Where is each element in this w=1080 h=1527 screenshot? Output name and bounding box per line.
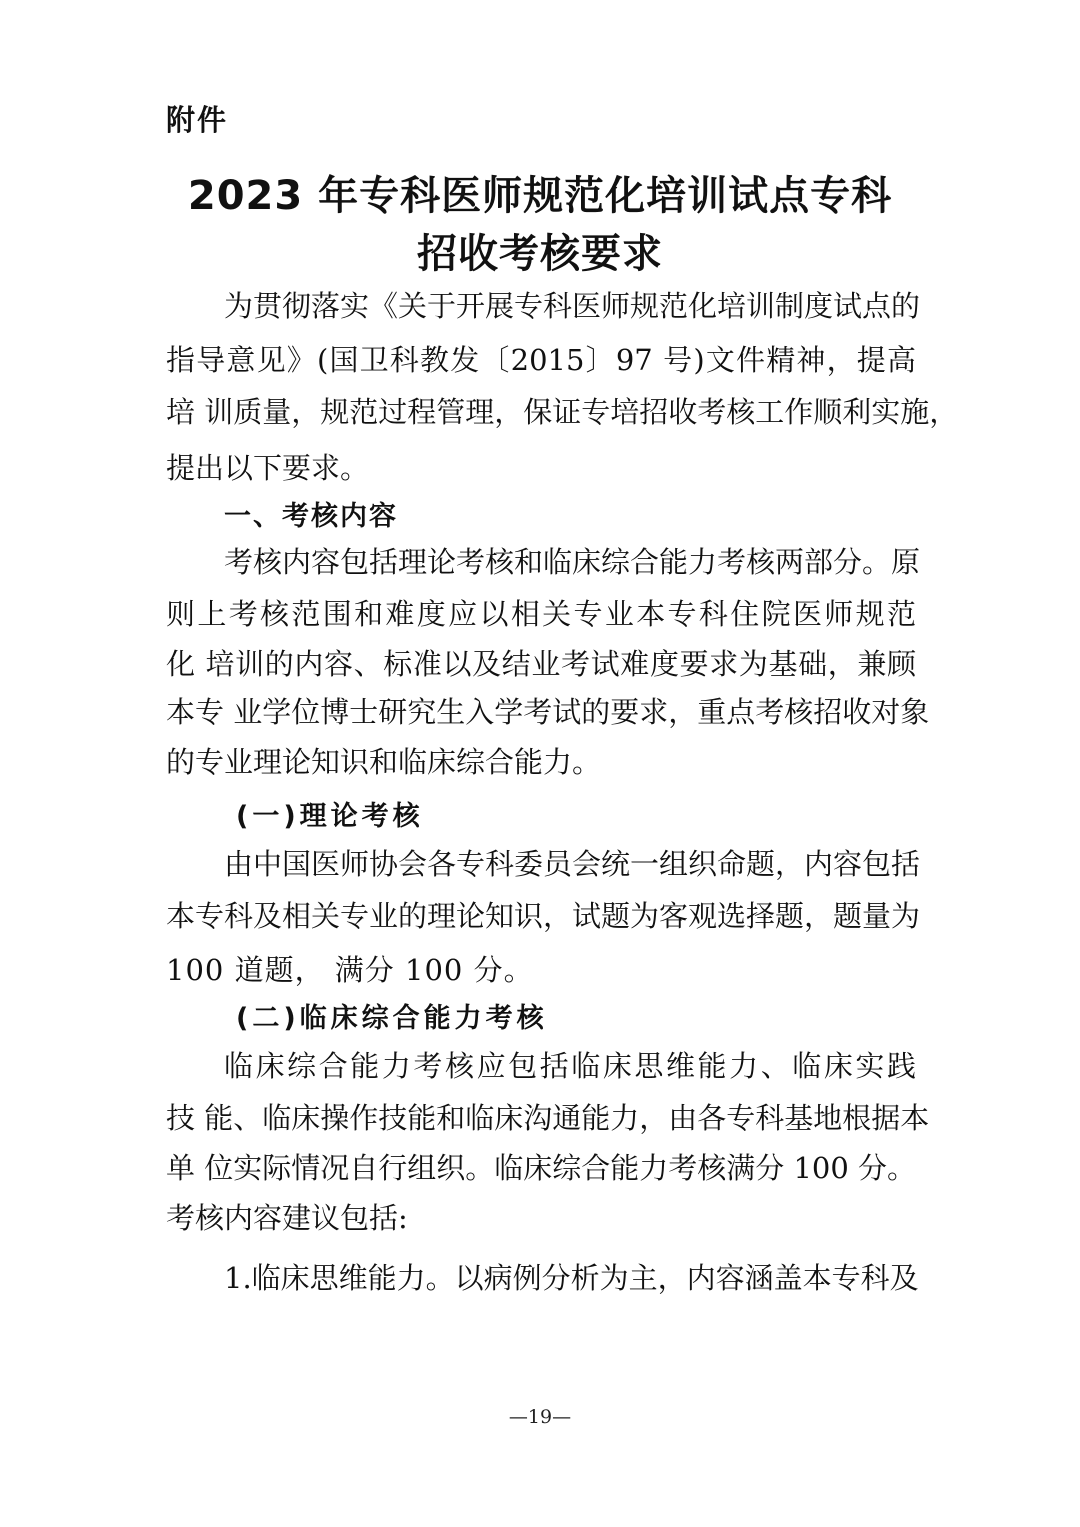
subsection-line: 由中国医师协会各专科委员会统一组织命题，内容包括 bbox=[224, 847, 921, 881]
subsection-heading: (一)理论考核 bbox=[236, 801, 424, 832]
subsection-line: 临床综合能力考核应包括临床思维能力、临床实践 bbox=[224, 1049, 916, 1083]
list-item: 1.临床思维能力。以病例分析为主，内容涵盖本专科及 bbox=[224, 1261, 919, 1295]
section-line: 化 培训的内容、标准以及结业考试难度要求为基础，兼顾 bbox=[166, 647, 916, 681]
subsection-line: 考核内容建议包括: bbox=[166, 1201, 408, 1235]
intro-line: 培 训质量，规范过程管理，保证专培招收考核工作顺利实施， bbox=[166, 395, 959, 429]
subsection-line: 本专科及相关专业的理论知识，试题为客观选择题，题量为 bbox=[166, 899, 921, 933]
attachment-label: 附件 bbox=[166, 103, 229, 137]
intro-line: 指导意见》(国卫科教发〔2015〕97 号)文件精神，提高 bbox=[166, 343, 916, 377]
section-line: 考核内容包括理论考核和临床综合能力考核两部分。原 bbox=[224, 545, 921, 579]
subsection-line: 100 道题， 满分 100 分。 bbox=[166, 953, 534, 987]
intro-line: 提出以下要求。 bbox=[166, 451, 370, 485]
subsection-line: 技 能、临床操作技能和临床沟通能力，由各专科基地根据本 bbox=[166, 1101, 930, 1135]
subsection-line: 单 位实际情况自行组织。临床综合能力考核满分 100 分。 bbox=[166, 1151, 917, 1185]
subsection-heading: (二)临床综合能力考核 bbox=[236, 1003, 548, 1034]
page-number: —19— bbox=[508, 1406, 572, 1428]
section-heading: 一、考核内容 bbox=[224, 501, 398, 532]
section-line: 本专 业学位博士研究生入学考试的要求，重点考核招收对象 bbox=[166, 695, 930, 729]
section-line: 则上考核范围和难度应以相关专业本专科住院医师规范 bbox=[166, 597, 916, 631]
section-line: 的专业理论知识和临床综合能力。 bbox=[166, 745, 602, 779]
document-title-line-1: 2023 年专科医师规范化培训试点专科 bbox=[187, 173, 893, 219]
document-title-line-2: 招收考核要求 bbox=[417, 231, 663, 277]
intro-line: 为贯彻落实《关于开展专科医师规范化培训制度试点的 bbox=[224, 289, 921, 323]
